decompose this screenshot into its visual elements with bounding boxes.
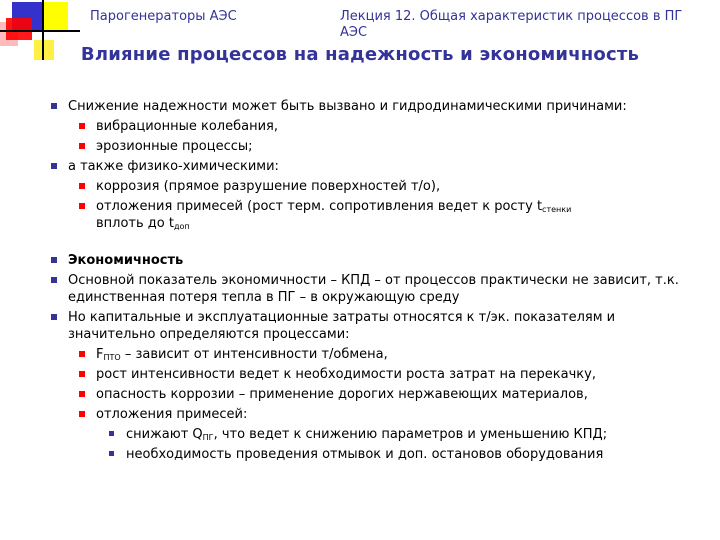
bullet-square-icon bbox=[51, 277, 57, 283]
bullet-square-icon bbox=[79, 123, 85, 129]
list-item bbox=[50, 309, 700, 343]
bullet-square-icon bbox=[79, 203, 85, 209]
subscript-pto: ПТО bbox=[103, 353, 121, 362]
subscript-allowed: доп bbox=[173, 222, 190, 231]
section-heading: Экономичность bbox=[68, 253, 184, 268]
header-course-title: Парогенераторы АЭС bbox=[90, 9, 237, 24]
list-subitem bbox=[50, 118, 700, 135]
bullet-square-icon bbox=[79, 351, 85, 357]
bullet-square-icon bbox=[79, 371, 85, 377]
bullet-square-icon bbox=[109, 431, 114, 436]
bullet-square-icon bbox=[51, 257, 57, 263]
list-item-text: необходимость проведения отмывок и доп. остановов оборудования bbox=[126, 447, 604, 462]
bullet-square-icon bbox=[79, 183, 85, 189]
list-subitem bbox=[50, 346, 700, 363]
list-item-text: коррозия (прямое разрушение поверхностей т/о), bbox=[96, 179, 441, 194]
subscript-wall: стенки bbox=[542, 205, 572, 214]
list-item-text: отложения примесей: bbox=[96, 407, 248, 422]
list-item-text: вибрационные колебания, bbox=[96, 119, 278, 134]
list-item-text: F bbox=[96, 347, 104, 362]
bullet-square-icon bbox=[79, 143, 85, 149]
list-subitem bbox=[50, 366, 700, 383]
list-item bbox=[50, 98, 700, 115]
list-subitem bbox=[50, 198, 700, 232]
slide-title: Влияние процессов на надежность и экономичность bbox=[80, 44, 640, 65]
list-item-text: опасность коррозии – применение дорогих нержавеющих материалов, bbox=[96, 387, 588, 402]
bullet-square-icon bbox=[51, 314, 57, 320]
list-item-text: Снижение надежности может быть вызвано и гидродинамическими причинами: bbox=[68, 99, 627, 114]
list-item-text-continued: вплоть до t bbox=[96, 216, 174, 231]
list-subitem bbox=[50, 138, 700, 155]
subscript-pg: ПГ bbox=[202, 433, 214, 442]
list-item-text: Но капитальные и эксплуатационные затраты относятся к т/эк. показателям и значительно определяются процессами: bbox=[68, 310, 616, 342]
list-subsubitem bbox=[50, 446, 700, 463]
list-item-text: снижают Q bbox=[126, 427, 203, 442]
list-item bbox=[50, 272, 700, 306]
list-subitem bbox=[50, 178, 700, 195]
list-item-text-rest: – зависит от интенсивности т/обмена, bbox=[120, 347, 388, 362]
list-item-heading bbox=[50, 252, 700, 269]
bullet-square-icon bbox=[79, 391, 85, 397]
bullet-square-icon bbox=[79, 411, 85, 417]
bullet-square-icon bbox=[109, 451, 114, 456]
list-item-text: а также физико-химическими: bbox=[68, 159, 279, 174]
bullet-square-icon bbox=[51, 103, 57, 109]
list-subitem bbox=[50, 406, 700, 423]
header-lecture-title: Лекция 12. Общая характеристик процессов в ПГ АЭС bbox=[340, 9, 683, 40]
list-subitem bbox=[50, 386, 700, 403]
list-item-text: Основной показатель экономичности – КПД – от процессов практически не зависит, т.к. единственная потеря тепла в ПГ – в окружающую среду bbox=[68, 273, 679, 305]
list-item-text: отложения примесей (рост терм. сопротивления ведет к росту t bbox=[96, 199, 543, 214]
list-subsubitem bbox=[50, 426, 700, 443]
list-item bbox=[50, 158, 700, 175]
list-item-text: рост интенсивности ведет к необходимости роста затрат на перекачку, bbox=[96, 367, 596, 382]
list-item-text: эрозионные процессы; bbox=[96, 139, 253, 154]
bullet-square-icon bbox=[51, 163, 57, 169]
list-item-text-rest: , что ведет к снижению параметров и уменьшению КПД; bbox=[213, 427, 608, 442]
slide-content bbox=[50, 98, 700, 466]
